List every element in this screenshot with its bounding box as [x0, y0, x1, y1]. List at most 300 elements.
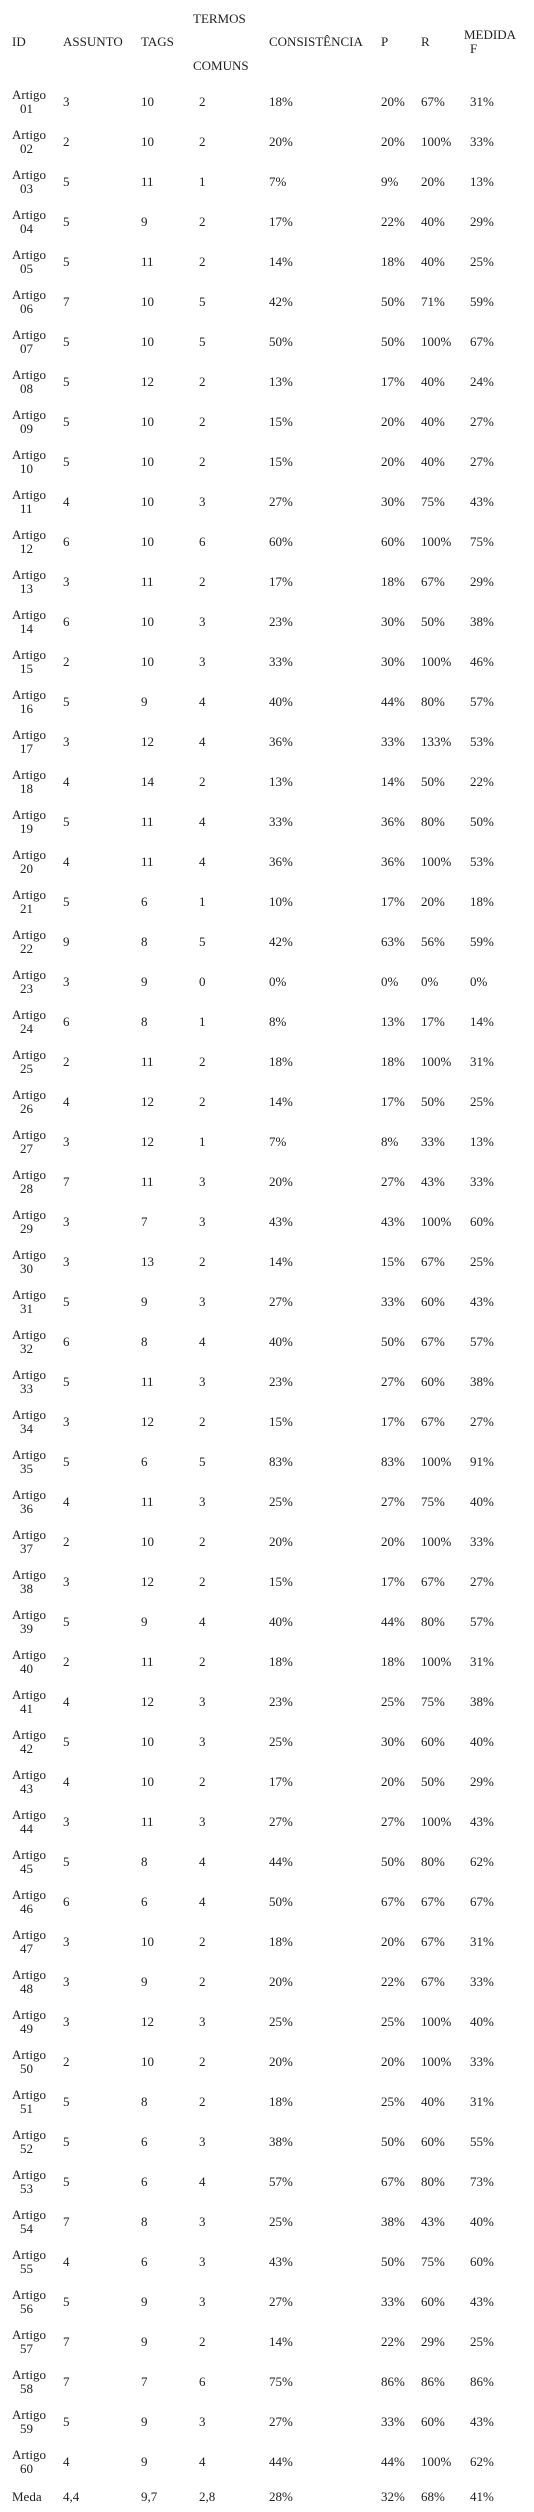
row-id-label: Artigo [12, 207, 46, 222]
table-row [0, 1722, 534, 1762]
cell-consistencia: 7% [269, 174, 287, 189]
cell-consistencia: 33% [269, 654, 293, 669]
cell-tags: 8 [141, 1854, 148, 1869]
cell-termos-comuns: 3 [199, 1494, 206, 1509]
cell-consistencia: 13% [269, 374, 293, 389]
cell-r: 75% [421, 1694, 445, 1709]
table-row [0, 682, 534, 722]
cell-consistencia: 14% [269, 2334, 293, 2349]
cell-medida-f: 31% [470, 1054, 494, 1069]
cell-p: 20% [381, 2054, 405, 2069]
table-row [0, 1162, 534, 1202]
row-id-number: 32 [20, 1341, 33, 1356]
cell-p: 30% [381, 494, 405, 509]
mean-consistencia: 28% [269, 2489, 293, 2504]
cell-r: 100% [421, 2054, 452, 2069]
header-medida-f [458, 0, 534, 82]
row-id-label: Artigo [12, 1167, 46, 1182]
table-row [0, 1922, 534, 1962]
cell-consistencia: 18% [269, 2094, 293, 2109]
table-row [0, 2362, 534, 2402]
row-id [0, 2442, 51, 2482]
row-id-label: Artigo [12, 127, 46, 142]
row-id-label: Artigo [12, 1647, 46, 1662]
cell-r: 100% [421, 134, 452, 149]
row-id-label: Artigo [12, 2327, 46, 2342]
cell-termos-comuns: 0 [199, 974, 206, 989]
cell-p: 8% [381, 1134, 399, 1149]
cell-medida-f: 59% [470, 294, 494, 309]
cell-r: 40% [421, 374, 445, 389]
row-id [0, 1082, 51, 1122]
cell-medida-f: 38% [470, 1694, 494, 1709]
row-id [0, 1002, 51, 1042]
cell-termos-comuns: 3 [199, 2014, 206, 2029]
cell-p: 50% [381, 1334, 405, 1349]
cell-termos-comuns: 2 [199, 1654, 206, 1669]
table-row [0, 2442, 534, 2482]
cell-consistencia: 36% [269, 854, 293, 869]
cell-assunto: 5 [63, 2134, 70, 2149]
row-id [0, 442, 51, 482]
row-id [0, 1722, 51, 1762]
cell-medida-f: 33% [470, 2054, 494, 2069]
table-row [0, 82, 534, 122]
cell-assunto: 5 [63, 2094, 70, 2109]
row-id [0, 362, 51, 402]
table-row [0, 1642, 534, 1682]
mean-row [0, 2482, 534, 2512]
cell-tags: 6 [141, 2134, 148, 2149]
cell-r: 60% [421, 2414, 445, 2429]
cell-tags: 10 [141, 334, 154, 349]
cell-r: 100% [421, 2014, 452, 2029]
table-row [0, 922, 534, 962]
table-row [0, 522, 534, 562]
cell-termos-comuns: 4 [199, 854, 206, 869]
cell-termos-comuns: 5 [199, 294, 206, 309]
cell-termos-comuns: 3 [199, 1294, 206, 1309]
row-id-label: Artigo [12, 367, 46, 382]
cell-tags: 11 [141, 174, 154, 189]
row-id-number: 27 [20, 1141, 33, 1156]
cell-assunto: 5 [63, 694, 70, 709]
row-id-number: 50 [20, 2061, 33, 2076]
row-id [0, 1122, 51, 1162]
cell-medida-f: 57% [470, 1614, 494, 1629]
cell-assunto: 6 [63, 1014, 70, 1029]
cell-termos-comuns: 2 [199, 2094, 206, 2109]
row-id-label: Artigo [12, 727, 46, 742]
table-row [0, 122, 534, 162]
row-id-number: 43 [20, 1781, 33, 1796]
table-row [0, 2242, 534, 2282]
table-row [0, 2082, 534, 2122]
cell-medida-f: 38% [470, 614, 494, 629]
cell-termos-comuns: 3 [199, 2294, 206, 2309]
row-id-number: 11 [20, 501, 33, 516]
cell-tags: 9 [141, 2454, 148, 2469]
cell-tags: 8 [141, 1334, 148, 1349]
cell-p: 27% [381, 1374, 405, 1389]
cell-assunto: 5 [63, 894, 70, 909]
cell-consistencia: 15% [269, 1574, 293, 1589]
cell-medida-f: 73% [470, 2174, 494, 2189]
cell-tags: 10 [141, 1934, 154, 1949]
row-id-number: 56 [20, 2301, 33, 2316]
row-id-label: Artigo [12, 1607, 46, 1622]
cell-p: 25% [381, 2014, 405, 2029]
cell-r: 40% [421, 214, 445, 229]
cell-p: 18% [381, 1654, 405, 1669]
cell-assunto: 2 [63, 1534, 70, 1549]
row-id-label: Artigo [12, 1207, 46, 1222]
row-id-label: Artigo [12, 1567, 46, 1582]
row-id-number: 44 [20, 1821, 33, 1836]
cell-assunto: 7 [63, 2334, 70, 2349]
cell-tags: 12 [141, 1414, 154, 1429]
cell-termos-comuns: 2 [199, 374, 206, 389]
row-id-label: Artigo [12, 1807, 46, 1822]
table-row [0, 2202, 534, 2242]
cell-medida-f: 31% [470, 2094, 494, 2109]
cell-termos-comuns: 1 [199, 894, 206, 909]
row-id-label: Artigo [12, 1887, 46, 1902]
cell-consistencia: 43% [269, 2254, 293, 2269]
row-id [0, 482, 51, 522]
row-id-number: 53 [20, 2181, 33, 2196]
table-row [0, 882, 534, 922]
cell-p: 60% [381, 534, 405, 549]
table-row [0, 1322, 534, 1362]
cell-consistencia: 83% [269, 1454, 293, 1469]
cell-medida-f: 57% [470, 694, 494, 709]
header-row [0, 0, 534, 82]
row-id-number: 29 [20, 1221, 33, 1236]
row-id [0, 162, 51, 202]
cell-termos-comuns: 4 [199, 1894, 206, 1909]
cell-termos-comuns: 4 [199, 2454, 206, 2469]
header-r: R [421, 34, 430, 49]
cell-assunto: 2 [63, 134, 70, 149]
row-id-number: 52 [20, 2141, 33, 2156]
row-id-number: 16 [20, 701, 33, 716]
cell-consistencia: 42% [269, 294, 293, 309]
table-row [0, 442, 534, 482]
cell-assunto: 4 [63, 1094, 70, 1109]
cell-r: 100% [421, 1454, 452, 1469]
row-id [0, 2042, 51, 2082]
table-row [0, 1082, 534, 1122]
cell-medida-f: 43% [470, 1294, 494, 1309]
cell-consistencia: 23% [269, 1374, 293, 1389]
row-id [0, 282, 51, 322]
cell-p: 18% [381, 574, 405, 589]
cell-assunto: 3 [63, 1134, 70, 1149]
row-id [0, 642, 51, 682]
cell-consistencia: 25% [269, 2014, 293, 2029]
row-id [0, 1322, 51, 1362]
cell-assunto: 5 [63, 214, 70, 229]
row-id [0, 1242, 51, 1282]
cell-medida-f: 31% [470, 1934, 494, 1949]
cell-medida-f: 31% [470, 1654, 494, 1669]
table-row [0, 402, 534, 442]
cell-assunto: 3 [63, 734, 70, 749]
cell-medida-f: 75% [470, 534, 494, 549]
row-id-number: 18 [20, 781, 33, 796]
cell-medida-f: 43% [470, 1814, 494, 1829]
row-id [0, 2362, 51, 2402]
cell-p: 17% [381, 894, 405, 909]
cell-tags: 12 [141, 734, 154, 749]
cell-tags: 8 [141, 1014, 148, 1029]
row-id-label: Artigo [12, 2087, 46, 2102]
table-row [0, 322, 534, 362]
cell-consistencia: 8% [269, 1014, 287, 1029]
cell-p: 17% [381, 1094, 405, 1109]
cell-p: 22% [381, 1974, 405, 1989]
row-id-label: Artigo [12, 327, 46, 342]
row-id-label: Artigo [12, 1047, 46, 1062]
row-id-number: 03 [20, 181, 33, 196]
table-row [0, 482, 534, 522]
cell-assunto: 5 [63, 1454, 70, 1469]
header-id: ID [12, 34, 26, 49]
row-id [0, 2162, 51, 2202]
row-id [0, 722, 51, 762]
cell-assunto: 2 [63, 2054, 70, 2069]
cell-assunto: 4 [63, 774, 70, 789]
cell-r: 40% [421, 2094, 445, 2109]
cell-consistencia: 18% [269, 1654, 293, 1669]
cell-assunto: 4 [63, 854, 70, 869]
row-id-number: 47 [20, 1941, 33, 1956]
cell-r: 33% [421, 1134, 445, 1149]
cell-assunto: 3 [63, 1214, 70, 1229]
cell-p: 13% [381, 1014, 405, 1029]
row-id-number: 05 [20, 261, 33, 276]
cell-tags: 12 [141, 1694, 154, 1709]
row-id-number: 22 [20, 941, 33, 956]
cell-termos-comuns: 2 [199, 134, 206, 149]
cell-medida-f: 43% [470, 494, 494, 509]
table-row [0, 1442, 534, 1482]
cell-p: 36% [381, 814, 405, 829]
cell-p: 25% [381, 1694, 405, 1709]
row-id-label: Artigo [12, 1527, 46, 1542]
cell-termos-comuns: 3 [199, 1814, 206, 1829]
cell-assunto: 5 [63, 454, 70, 469]
cell-termos-comuns: 4 [199, 694, 206, 709]
cell-assunto: 5 [63, 2174, 70, 2189]
row-id [0, 1042, 51, 1082]
row-id [0, 1482, 51, 1522]
cell-r: 67% [421, 1934, 445, 1949]
row-id [0, 1642, 51, 1682]
row-id-number: 41 [20, 1701, 33, 1716]
cell-r: 56% [421, 934, 445, 949]
cell-assunto: 3 [63, 1254, 70, 1269]
cell-consistencia: 0% [269, 974, 287, 989]
cell-consistencia: 14% [269, 1094, 293, 1109]
row-id-number: 59 [20, 2421, 33, 2436]
cell-assunto: 5 [63, 1614, 70, 1629]
row-id-number: 60 [20, 2461, 33, 2476]
row-id-label: Artigo [12, 527, 46, 542]
row-id-number: 55 [20, 2261, 33, 2276]
row-id-number: 08 [20, 381, 33, 396]
header-consistencia: CONSISTÊNCIA [269, 34, 363, 49]
cell-r: 20% [421, 894, 445, 909]
cell-r: 100% [421, 2454, 452, 2469]
row-id-label: Artigo [12, 2167, 46, 2182]
cell-consistencia: 15% [269, 454, 293, 469]
row-id-number: 13 [20, 581, 33, 596]
row-id-label: Artigo [12, 487, 46, 502]
cell-medida-f: 40% [470, 1734, 494, 1749]
cell-p: 20% [381, 1774, 405, 1789]
cell-medida-f: 59% [470, 934, 494, 949]
cell-assunto: 5 [63, 2294, 70, 2309]
cell-termos-comuns: 4 [199, 2174, 206, 2189]
cell-termos-comuns: 1 [199, 1134, 206, 1149]
cell-termos-comuns: 5 [199, 1454, 206, 1469]
cell-tags: 10 [141, 1774, 154, 1789]
cell-p: 67% [381, 1894, 405, 1909]
cell-r: 67% [421, 1574, 445, 1589]
cell-tags: 9 [141, 1614, 148, 1629]
row-id-label: Artigo [12, 2047, 46, 2062]
cell-r: 133% [421, 734, 452, 749]
cell-p: 36% [381, 854, 405, 869]
cell-p: 50% [381, 294, 405, 309]
cell-p: 50% [381, 334, 405, 349]
cell-termos-comuns: 2 [199, 454, 206, 469]
header-medida-line2: F [470, 41, 478, 56]
table-row [0, 1762, 534, 1802]
cell-r: 29% [421, 2334, 445, 2349]
row-id-label: Artigo [12, 287, 46, 302]
cell-termos-comuns: 2 [199, 214, 206, 229]
cell-r: 100% [421, 654, 452, 669]
cell-assunto: 3 [63, 1814, 70, 1829]
cell-assunto: 5 [63, 1374, 70, 1389]
cell-tags: 6 [141, 894, 148, 909]
row-id-label: Artigo [12, 87, 46, 102]
table-row [0, 762, 534, 802]
cell-p: 30% [381, 654, 405, 669]
cell-termos-comuns: 2 [199, 254, 206, 269]
table-row [0, 2282, 534, 2322]
cell-consistencia: 17% [269, 1774, 293, 1789]
row-id-number: 23 [20, 981, 33, 996]
cell-r: 100% [421, 1534, 452, 1549]
table-row [0, 1882, 534, 1922]
cell-tags: 10 [141, 2054, 154, 2069]
cell-consistencia: 27% [269, 494, 293, 509]
cell-consistencia: 18% [269, 1054, 293, 1069]
cell-medida-f: 38% [470, 1374, 494, 1389]
row-id-label: Artigo [12, 2287, 46, 2302]
mean-termos-comuns: 2,8 [199, 2489, 216, 2504]
cell-consistencia: 40% [269, 1334, 293, 1349]
cell-termos-comuns: 3 [199, 1734, 206, 1749]
cell-termos-comuns: 3 [199, 2414, 206, 2429]
row-id [0, 2082, 51, 2122]
cell-p: 30% [381, 1734, 405, 1749]
table-row [0, 962, 534, 1002]
cell-assunto: 4 [63, 2254, 70, 2269]
row-id-label: Artigo [12, 447, 46, 462]
mean-medida-f: 41% [470, 2489, 494, 2504]
cell-tags: 9 [141, 694, 148, 709]
cell-p: 50% [381, 2134, 405, 2149]
row-id-number: 31 [20, 1301, 33, 1316]
cell-p: 20% [381, 94, 405, 109]
row-id-number: 36 [20, 1501, 33, 1516]
cell-consistencia: 13% [269, 774, 293, 789]
cell-medida-f: 67% [470, 334, 494, 349]
row-id [0, 2242, 51, 2282]
cell-consistencia: 20% [269, 134, 293, 149]
cell-consistencia: 20% [269, 1534, 293, 1549]
table-row [0, 1802, 534, 1842]
row-id-label: Artigo [12, 1847, 46, 1862]
row-id-number: 58 [20, 2381, 33, 2396]
cell-consistencia: 27% [269, 1294, 293, 1309]
cell-medida-f: 25% [470, 1254, 494, 1269]
cell-assunto: 5 [63, 1734, 70, 1749]
cell-medida-f: 14% [470, 1014, 494, 1029]
cell-r: 67% [421, 1894, 445, 1909]
cell-medida-f: 25% [470, 2334, 494, 2349]
row-id-number: 10 [20, 461, 33, 476]
cell-medida-f: 53% [470, 734, 494, 749]
table-row [0, 1202, 534, 1242]
cell-r: 100% [421, 1054, 452, 1069]
cell-medida-f: 91% [470, 1454, 494, 1469]
cell-tags: 10 [141, 94, 154, 109]
cell-consistencia: 38% [269, 2134, 293, 2149]
row-id-label: Artigo [12, 887, 46, 902]
cell-termos-comuns: 5 [199, 934, 206, 949]
cell-p: 20% [381, 1534, 405, 1549]
cell-medida-f: 40% [470, 1494, 494, 1509]
cell-assunto: 5 [63, 814, 70, 829]
cell-termos-comuns: 3 [199, 2214, 206, 2229]
cell-p: 44% [381, 2454, 405, 2469]
row-id-label: Artigo [12, 807, 46, 822]
cell-consistencia: 33% [269, 814, 293, 829]
cell-medida-f: 27% [470, 1574, 494, 1589]
cell-p: 14% [381, 774, 405, 789]
cell-r: 20% [421, 174, 445, 189]
table-row [0, 1042, 534, 1082]
cell-medida-f: 29% [470, 574, 494, 589]
cell-consistencia: 44% [269, 1854, 293, 1869]
cell-assunto: 3 [63, 974, 70, 989]
cell-r: 67% [421, 94, 445, 109]
cell-termos-comuns: 4 [199, 1614, 206, 1629]
cell-medida-f: 86% [470, 2374, 494, 2389]
cell-tags: 12 [141, 374, 154, 389]
row-id [0, 82, 51, 122]
cell-termos-comuns: 3 [199, 1214, 206, 1229]
cell-termos-comuns: 3 [199, 1174, 206, 1189]
cell-p: 20% [381, 454, 405, 469]
row-id [0, 1562, 51, 1602]
